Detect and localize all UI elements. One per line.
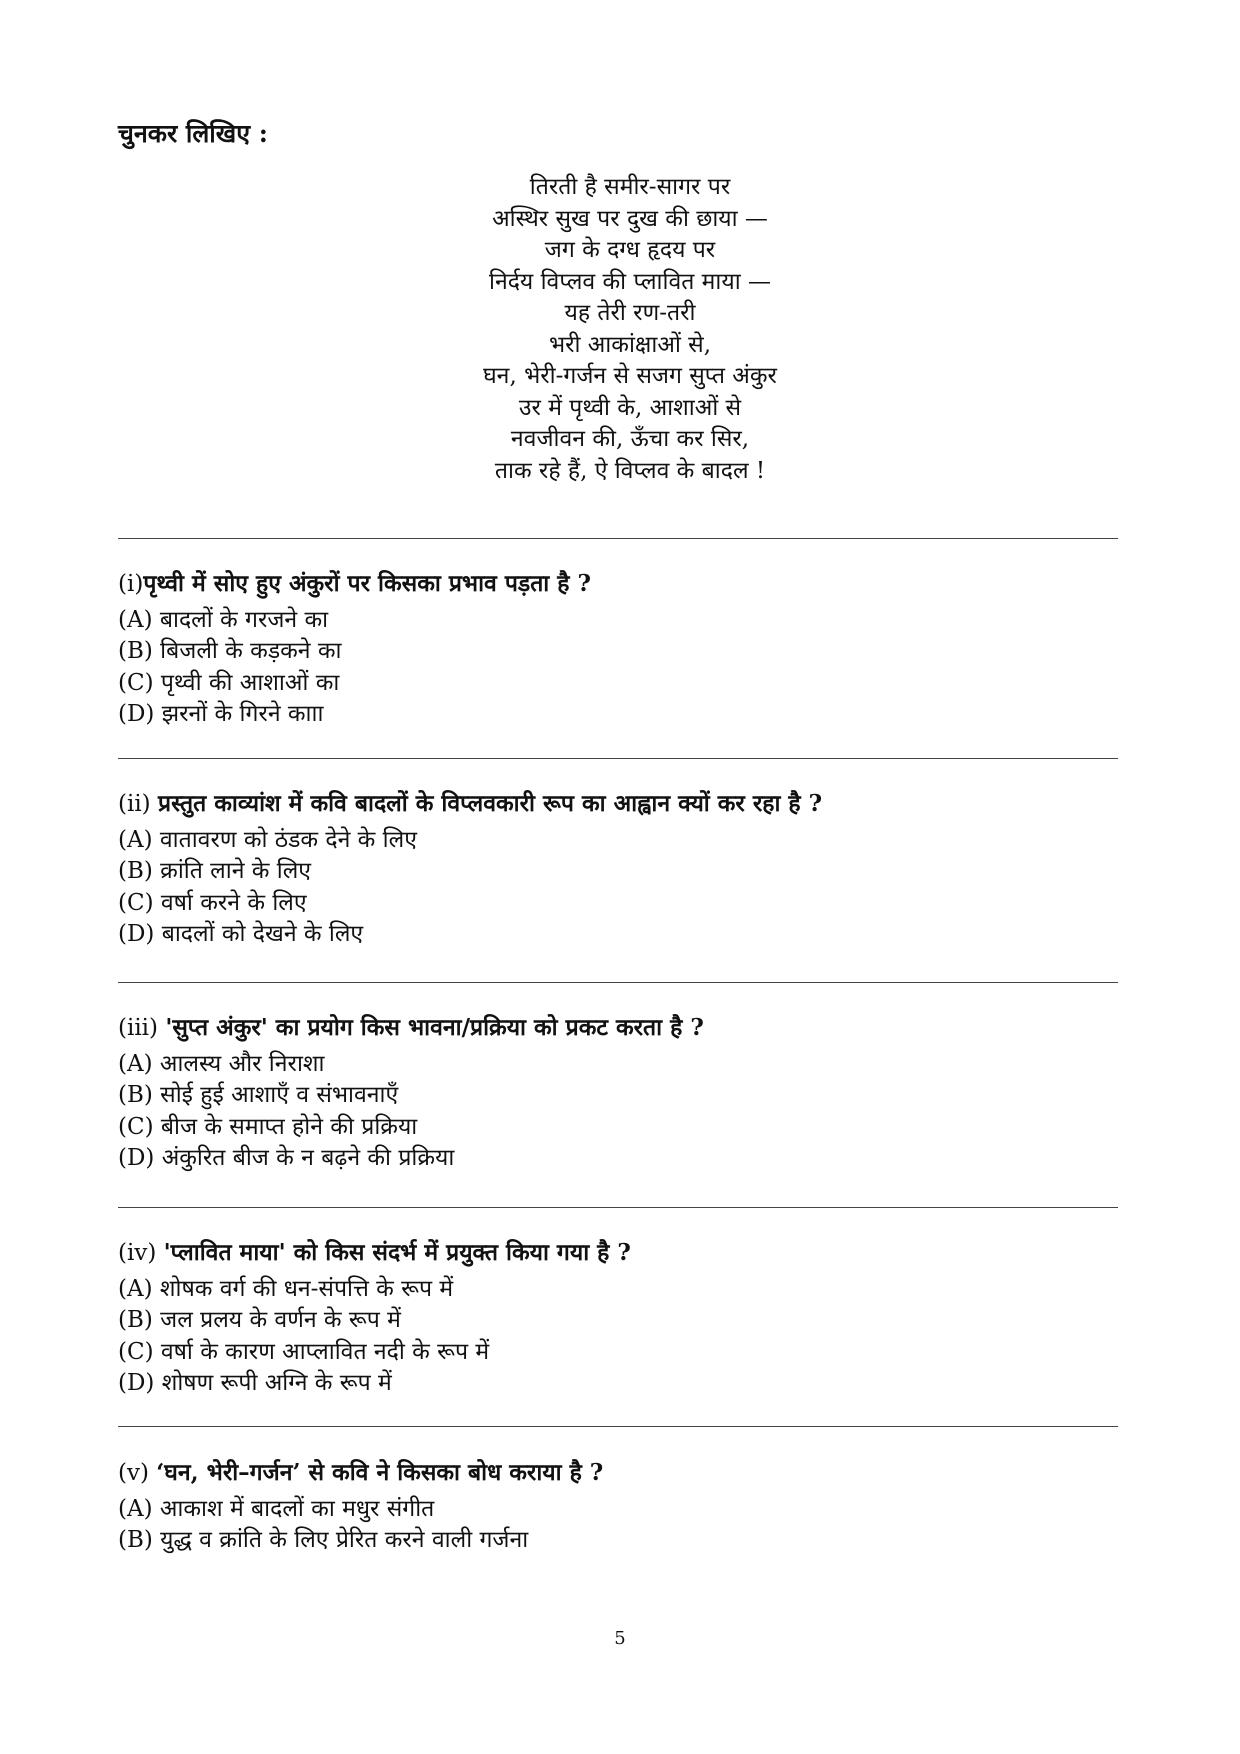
answer-option: (B) जल प्रलय के वर्णन के रूप में bbox=[118, 1307, 401, 1333]
answer-option: (D) बादलों को देखने के लिए bbox=[118, 921, 364, 947]
answer-option: (A) आलस्य और निराशा bbox=[118, 1050, 325, 1077]
poem-stanza bbox=[0, 172, 1240, 487]
answer-option: (A) वातावरण को ठंडक देने के लिए bbox=[118, 826, 417, 853]
question-text: पृथ्वी में सोए हुए अंकुरों पर किसका प्रभाव पड़ता है ? bbox=[143, 570, 591, 597]
question-stem bbox=[118, 1457, 1128, 1490]
poem-line: भरी आकांक्षाओं से, bbox=[548, 331, 712, 358]
answer-option: (C) पृथ्वी की आशाओं का bbox=[118, 669, 340, 696]
question-block bbox=[118, 1012, 1128, 1175]
poem-line: अस्थिर सुख पर दुख की छाया — bbox=[492, 205, 768, 232]
divider bbox=[118, 538, 1118, 539]
answer-option: (B) क्रांति लाने के लिए bbox=[118, 858, 312, 884]
question-number: (iii) bbox=[118, 1015, 166, 1041]
answer-option: (A) बादलों के गरजने का bbox=[118, 606, 329, 633]
answer-option: (A) शोषक वर्ग की धन-संपत्ति के रूप में bbox=[118, 1275, 454, 1302]
question-stem bbox=[118, 1012, 1128, 1045]
divider bbox=[118, 758, 1118, 759]
question-stem bbox=[118, 788, 1128, 821]
question-stem bbox=[118, 1237, 1128, 1270]
answer-option: (A) आकाश में बादलों का मधुर संगीत bbox=[118, 1495, 435, 1522]
question-number: (i) bbox=[118, 571, 144, 597]
answer-option: (B) सोई हुई आशाएँ व संभावनाएँ bbox=[118, 1082, 399, 1108]
question-text: ‘घन, भेरी–गर्जन’ से कवि ने किसका बोध कराया है ? bbox=[156, 1459, 604, 1486]
page-number: 5 bbox=[614, 1628, 626, 1649]
poem-line: ताक रहे हैं, ऐ विप्लव के बादल ! bbox=[494, 457, 766, 484]
answer-option: (C) वर्षा करने के लिए bbox=[118, 889, 307, 916]
question-block bbox=[118, 1457, 1128, 1557]
answer-option: (C) बीज के समाप्त होने की प्रक्रिया bbox=[118, 1113, 418, 1140]
divider bbox=[118, 1207, 1118, 1208]
poem-line: यह तेरी रण-तरी bbox=[564, 300, 696, 326]
question-stem bbox=[118, 568, 1128, 601]
answer-option: (D) शोषण रूपी अग्नि के रूप में bbox=[118, 1370, 392, 1396]
question-block bbox=[118, 568, 1128, 731]
question-number: (ii) bbox=[118, 791, 158, 817]
poem-line: निर्दय विप्लव की प्लावित माया — bbox=[489, 268, 771, 295]
poem-line: घन, भेरी-गर्जन से सजग सुप्त अंकुर bbox=[483, 363, 777, 389]
question-text: 'प्लावित माया' को किस संदर्भ में प्रयुक्त किया गया है ? bbox=[163, 1239, 631, 1266]
answer-option: (D) झरनों के गिरने कााा bbox=[118, 701, 324, 727]
question-block bbox=[118, 1237, 1128, 1400]
answer-option: (C) वर्षा के कारण आप्लावित नदी के रूप में bbox=[118, 1338, 490, 1365]
poem-line: तिरती है समीर-सागर पर bbox=[529, 174, 731, 200]
divider bbox=[118, 982, 1118, 983]
question-text: प्रस्तुत काव्यांश में कवि बादलों के विप्लवकारी रूप का आह्वान क्यों कर रहा है ? bbox=[157, 790, 823, 817]
question-text: 'सुप्त अंकुर' का प्रयोग किस भावना/प्रक्रिया को प्रकट करता है ? bbox=[165, 1014, 704, 1041]
poem-line: नवजीवन की, ऊँचा कर सिर, bbox=[510, 426, 750, 452]
answer-option: (D) अंकुरित बीज के न बढ़ने की प्रक्रिया bbox=[118, 1145, 455, 1171]
divider bbox=[118, 1426, 1118, 1427]
question-number: (iv) bbox=[118, 1240, 164, 1266]
answer-option: (B) युद्ध व क्रांति के लिए प्रेरित करने वाली गर्जना bbox=[118, 1527, 529, 1553]
poem-line: जग के दग्ध हृदय पर bbox=[544, 237, 716, 263]
answer-option: (B) बिजली के कड़कने का bbox=[118, 638, 342, 664]
poem-line: उर में पृथ्वी के, आशाओं से bbox=[518, 394, 742, 421]
question-block bbox=[118, 788, 1128, 951]
question-number: (v) bbox=[118, 1460, 157, 1486]
section-heading: चुनकर लिखिए : bbox=[118, 119, 268, 148]
